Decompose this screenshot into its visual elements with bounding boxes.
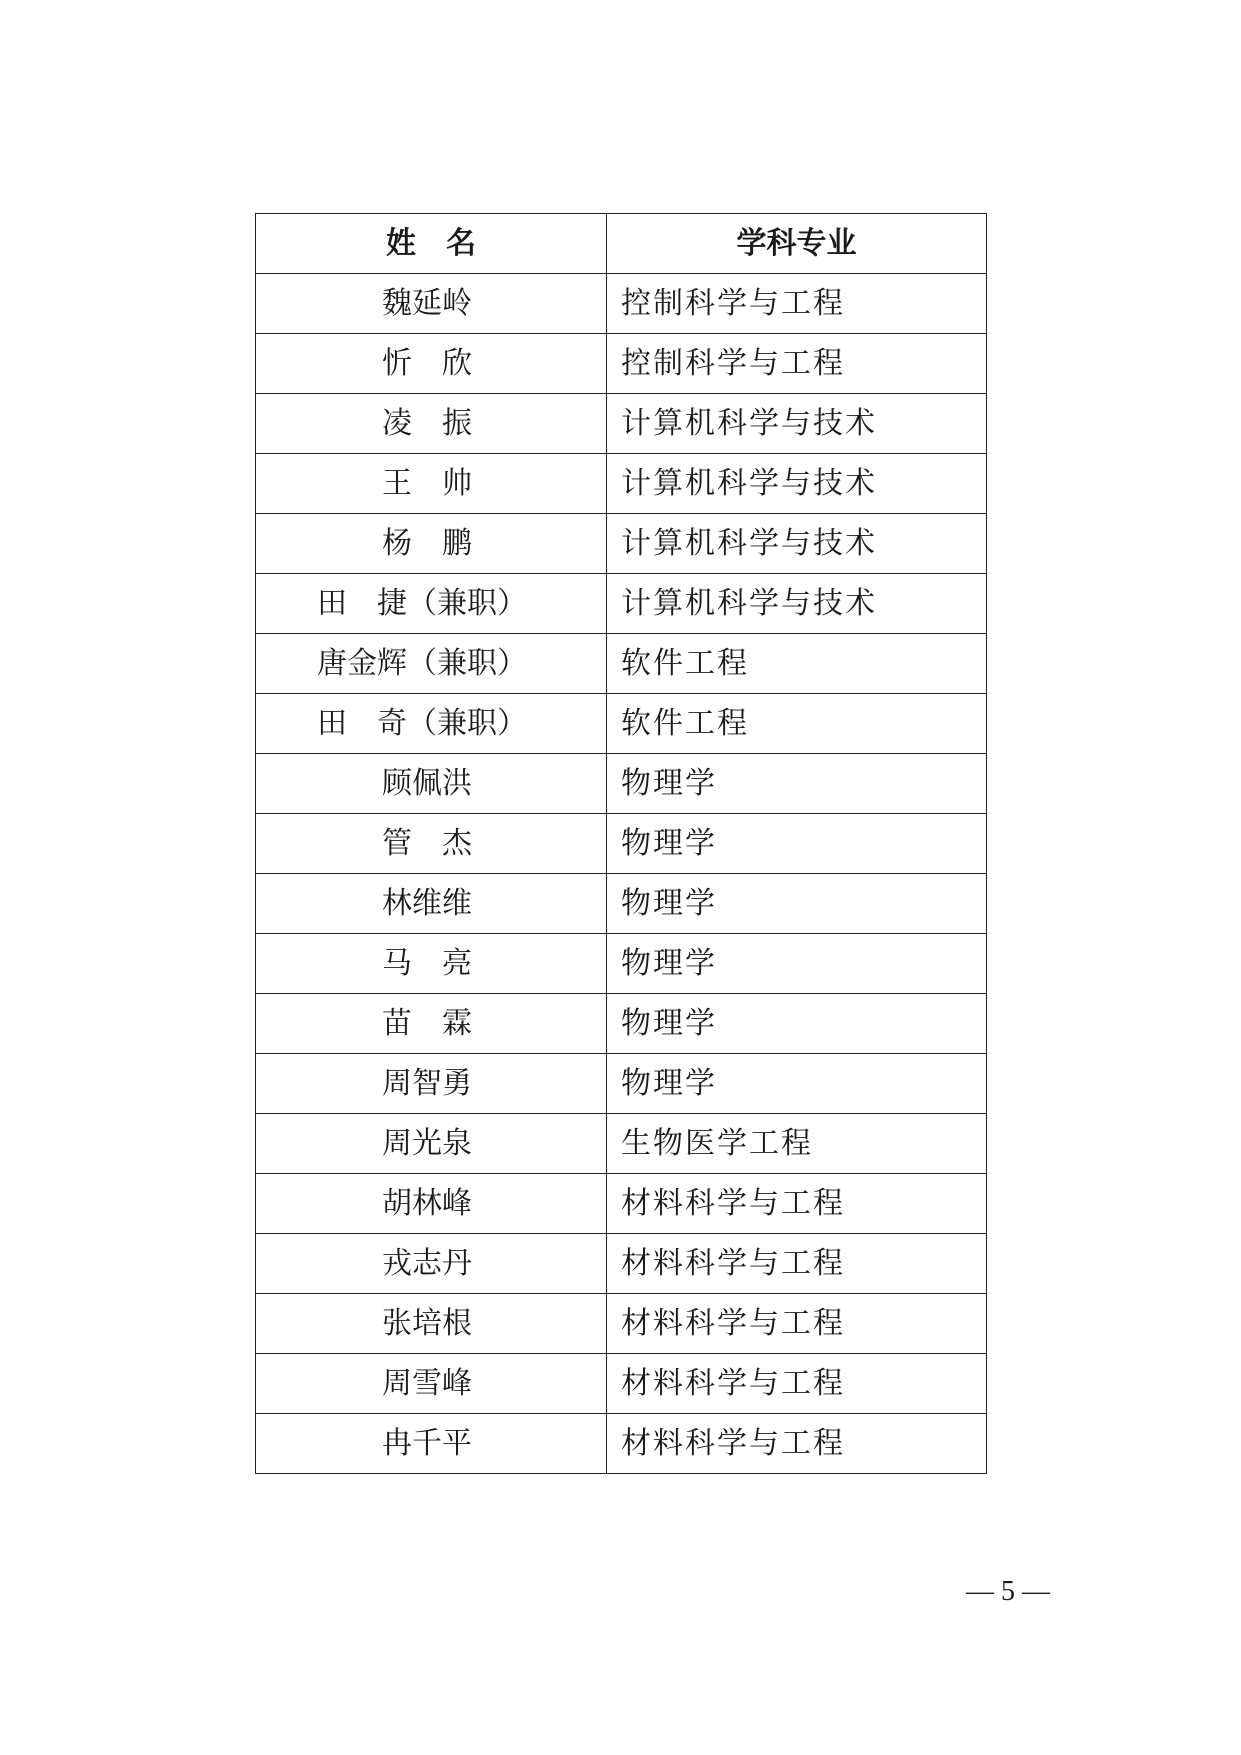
person-name: 冉千平 — [382, 1425, 472, 1461]
table-header-row — [256, 214, 987, 274]
person-name: 管 杰 — [382, 825, 472, 861]
table-row — [256, 694, 987, 754]
person-name: 田 捷（兼职） — [317, 585, 527, 621]
name-cell — [256, 1354, 607, 1414]
subject-cell: 计算机科学与技术 — [607, 574, 987, 634]
subject-cell: 物理学 — [607, 994, 987, 1054]
table-row — [256, 1234, 987, 1294]
subject-cell: 软件工程 — [607, 634, 987, 694]
subject-cell: 物理学 — [607, 874, 987, 934]
person-name: 张培根 — [382, 1305, 472, 1341]
table-row — [256, 634, 987, 694]
table-row — [256, 334, 987, 394]
person-name: 唐金辉（兼职） — [317, 645, 527, 681]
table-row — [256, 1294, 987, 1354]
table-row — [256, 1414, 987, 1474]
table-row — [256, 1114, 987, 1174]
subject-cell: 物理学 — [607, 1054, 987, 1114]
name-cell — [256, 1414, 607, 1474]
person-name: 凌 振 — [382, 405, 472, 441]
table-row — [256, 1054, 987, 1114]
table-row — [256, 934, 987, 994]
subject-cell: 计算机科学与技术 — [607, 514, 987, 574]
person-name: 王 帅 — [382, 465, 472, 501]
subject-cell: 计算机科学与技术 — [607, 394, 987, 454]
name-cell — [256, 754, 607, 814]
name-cell — [256, 1174, 607, 1234]
subject-cell: 材料科学与工程 — [607, 1294, 987, 1354]
person-name: 林维维 — [382, 885, 472, 921]
table-row — [256, 454, 987, 514]
name-cell — [256, 1234, 607, 1294]
name-cell — [256, 634, 607, 694]
table-row — [256, 814, 987, 874]
person-name: 戎志丹 — [382, 1245, 472, 1281]
subject-cell: 材料科学与工程 — [607, 1234, 987, 1294]
name-cell — [256, 1294, 607, 1354]
name-cell — [256, 934, 607, 994]
page-number: — 5 — — [966, 1576, 1050, 1607]
name-cell — [256, 454, 607, 514]
faculty-table — [255, 213, 987, 1474]
name-cell — [256, 694, 607, 754]
table-row — [256, 274, 987, 334]
table-row — [256, 1174, 987, 1234]
person-name: 忻 欣 — [382, 345, 472, 381]
person-name: 苗 霖 — [382, 1005, 472, 1041]
subject-cell: 计算机科学与技术 — [607, 454, 987, 514]
name-cell — [256, 1054, 607, 1114]
table-row — [256, 874, 987, 934]
subject-cell: 物理学 — [607, 934, 987, 994]
subject-cell: 软件工程 — [607, 694, 987, 754]
name-cell — [256, 274, 607, 334]
table-row — [256, 514, 987, 574]
person-name: 马 亮 — [382, 945, 472, 981]
header-name: 姓 名 — [256, 214, 607, 274]
name-cell — [256, 394, 607, 454]
subject-cell: 材料科学与工程 — [607, 1174, 987, 1234]
name-cell — [256, 1114, 607, 1174]
name-cell — [256, 574, 607, 634]
subject-cell: 物理学 — [607, 754, 987, 814]
name-cell — [256, 994, 607, 1054]
name-cell — [256, 814, 607, 874]
person-name: 田 奇（兼职） — [317, 705, 527, 741]
table-row — [256, 994, 987, 1054]
person-name: 顾佩洪 — [382, 765, 472, 801]
person-name: 胡林峰 — [382, 1185, 472, 1221]
subject-cell: 物理学 — [607, 814, 987, 874]
subject-cell: 材料科学与工程 — [607, 1414, 987, 1474]
table-row — [256, 574, 987, 634]
table-row — [256, 1354, 987, 1414]
name-cell — [256, 874, 607, 934]
subject-cell: 材料科学与工程 — [607, 1354, 987, 1414]
table-row — [256, 394, 987, 454]
subject-cell: 控制科学与工程 — [607, 334, 987, 394]
name-cell — [256, 334, 607, 394]
subject-cell: 生物医学工程 — [607, 1114, 987, 1174]
name-cell — [256, 514, 607, 574]
table-body — [256, 274, 987, 1474]
person-name: 杨 鹏 — [382, 525, 472, 561]
person-name: 周智勇 — [382, 1065, 472, 1101]
person-name: 周光泉 — [382, 1125, 472, 1161]
person-name: 周雪峰 — [382, 1365, 472, 1401]
person-name: 魏延岭 — [382, 285, 472, 321]
table-row — [256, 754, 987, 814]
subject-cell: 控制科学与工程 — [607, 274, 987, 334]
header-subject: 学科专业 — [607, 214, 987, 274]
